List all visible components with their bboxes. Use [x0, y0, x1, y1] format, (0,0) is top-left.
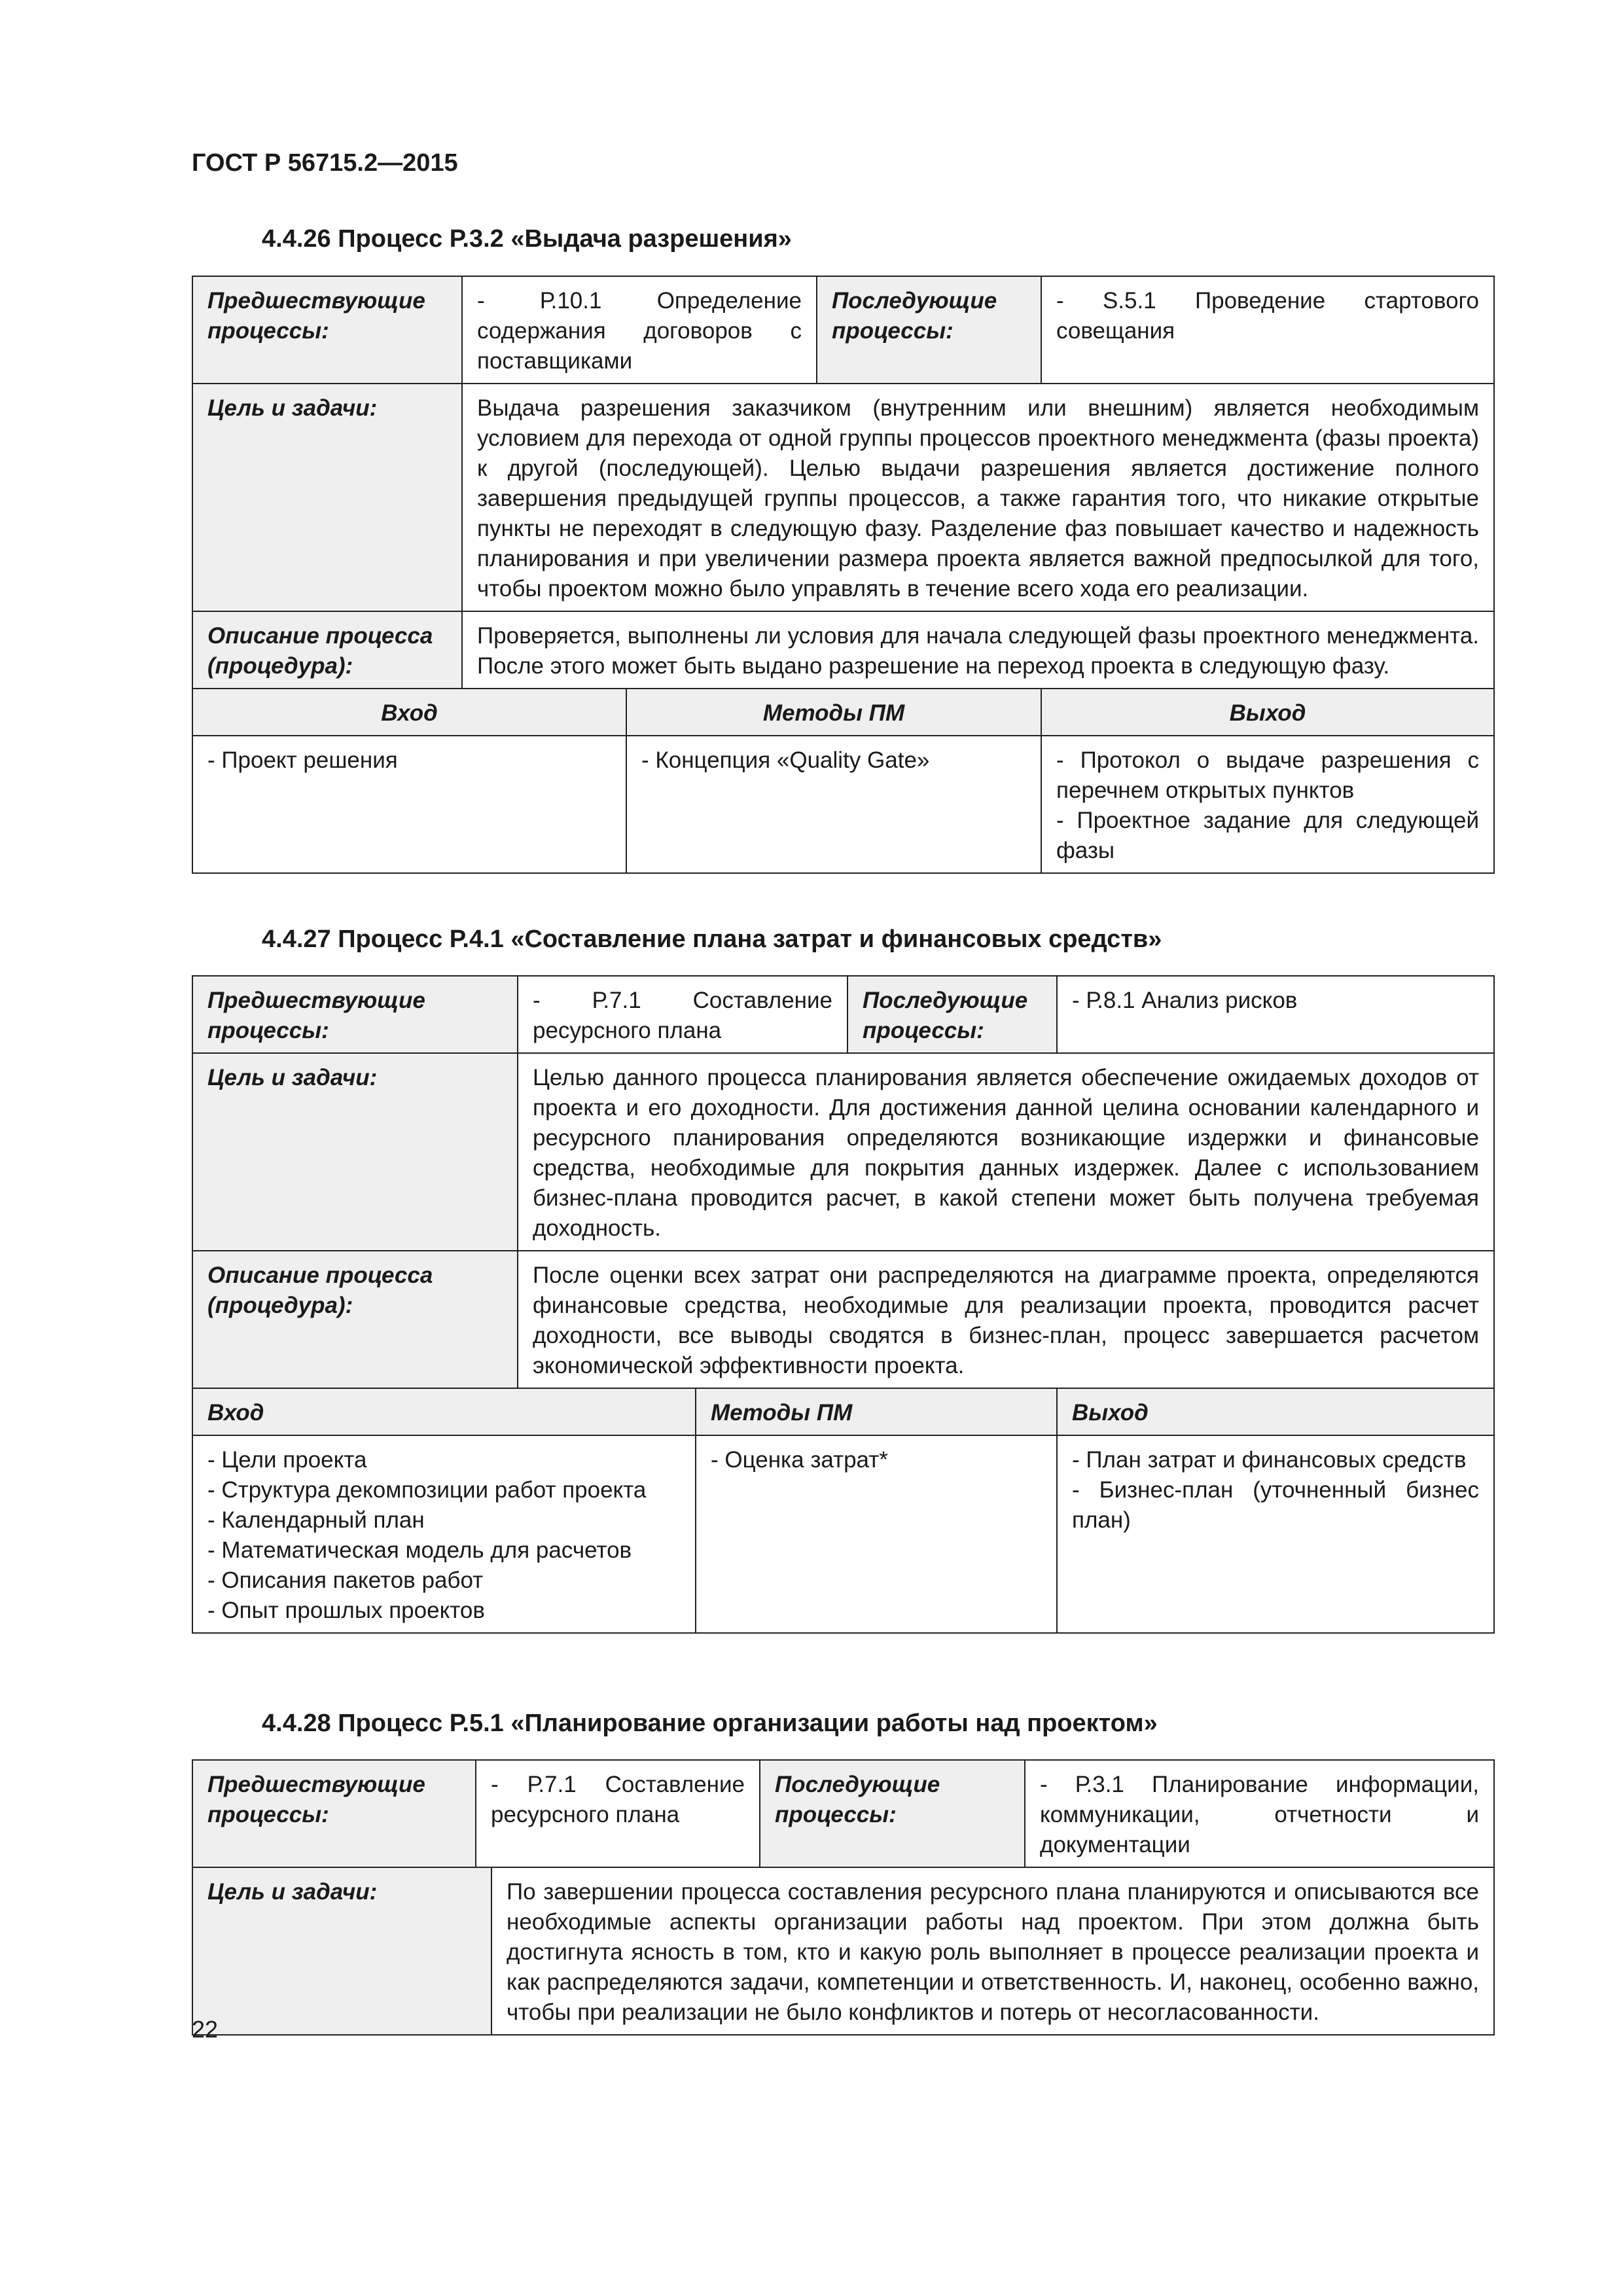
input-cell: [192, 736, 626, 873]
goal-label: Цель и задачи:: [192, 1867, 491, 2035]
predecessors-label: Предшествующие процессы:: [192, 276, 462, 384]
input-item: - Календарный план: [207, 1507, 425, 1533]
process-table-4-4-28: [192, 1759, 1495, 2036]
goal-value: Выдача разрешения заказчиком (внутренним или внешним) является необходимым условием для перехода от одной группы процессов проектного менеджмента (фазы проекта) к другой (последующей). Целью выдачи разрешения является достижение полного завершения предыдущей группы процессов, а также гарантия того, что никакие открытые пункты не переходят в следующую фазу. Разделение фаз повышает качество и надежность планирования и при увеличении размера проекта является важной предпосылкой для того, чтобы проектом можно было управлять в течение всего хода его реализации.: [462, 384, 1494, 611]
predecessors-label: Предшествующие процессы:: [192, 1760, 476, 1867]
table-row: [192, 1251, 1494, 1388]
page-number: 22: [192, 2016, 219, 2043]
description-value: После оценки всех затрат они распределяются на диаграмме проекта, определяются финансовые средства, необходимые для реализации проекта, проводится расчет доходности, все выводы сводятся в бизнес-план, процесс завершается расчетом экономической эффективности проекта.: [518, 1251, 1494, 1388]
output-cell: [1057, 1435, 1494, 1633]
predecessors-value: - Р.10.1 Определение содержания договоров с поставщиками: [462, 276, 817, 384]
table-row: [192, 1388, 1494, 1435]
predecessors-value: - Р.7.1 Составление ресурсного плана: [518, 976, 847, 1053]
successors-label: Последующие процессы:: [847, 976, 1057, 1053]
description-label: Описание процесса (процедура):: [192, 1251, 518, 1388]
table-row: [192, 1435, 1494, 1633]
methods-cell: [696, 1435, 1057, 1633]
input-item: - Структура декомпозиции работ проекта: [207, 1477, 647, 1503]
goal-value: Целью данного процесса планирования является обеспечение ожидаемых доходов от проекта и его доходности. Для достижения данной целина основании календарного и ресурсного планирования определяются возникающие издержки и финансовые средства, необходимые для покрытия данных издержек. Далее с использованием бизнес-плана проводится расчет, в какой степени может быть получена требуемая доходность.: [518, 1053, 1494, 1251]
output-header: Выход: [1041, 689, 1494, 736]
output-item: - Бизнес-план (уточненный бизнес план): [1072, 1477, 1480, 1533]
description-label: Описание процесса (процедура):: [192, 611, 462, 689]
input-header: Вход: [192, 1388, 696, 1435]
process-table-4-4-27: [192, 975, 1495, 1634]
description-value: Проверяется, выполнены ли условия для начала следующей фазы проектного менеджмента. После этого может быть выдано разрешение на переход проекта в следующую фазу.: [462, 611, 1494, 689]
input-cell: [192, 1435, 696, 1633]
methods-header: Методы ПМ: [696, 1388, 1057, 1435]
input-item: - Проект решения: [207, 747, 398, 773]
successors-value: - Р.8.1 Анализ рисков: [1057, 976, 1494, 1053]
goal-label: Цель и задачи:: [192, 384, 462, 611]
table-row: [192, 976, 1494, 1053]
output-item: - Протокол о выдаче разрешения с перечнем открытых пунктов: [1056, 747, 1480, 803]
predecessors-value: - Р.7.1 Составление ресурсного плана: [476, 1760, 760, 1867]
input-item: - Описания пакетов работ: [207, 1568, 484, 1593]
successors-label: Последующие процессы:: [817, 276, 1041, 384]
input-item: - Цели проекта: [207, 1447, 367, 1473]
table-row: [192, 611, 1494, 689]
table-row: [192, 384, 1494, 611]
table-row: [192, 276, 1494, 384]
table-row: [192, 1760, 1494, 1867]
successors-value: - Р.3.1 Планирование информации, коммуникации, отчетности и документации: [1025, 1760, 1494, 1867]
section-heading-4-4-28: 4.4.28 Процесс Р.5.1 «Планирование организации работы над проектом»: [262, 1710, 1158, 1737]
output-item: - Проектное задание для следующей фазы: [1056, 808, 1480, 863]
successors-value: - S.5.1 Проведение стартового совещания: [1041, 276, 1494, 384]
section-heading-4-4-27: 4.4.27 Процесс Р.4.1 «Составление плана затрат и финансовых средств»: [262, 925, 1162, 953]
output-item: - План затрат и финансовых средств: [1072, 1447, 1467, 1473]
method-item: - Оценка затрат*: [711, 1447, 888, 1473]
input-header: Вход: [192, 689, 626, 736]
table-row: [192, 689, 1494, 736]
output-header: Выход: [1057, 1388, 1494, 1435]
table-row: [192, 1053, 1494, 1251]
method-item: - Концепция «Quality Gate»: [641, 747, 930, 773]
document-code: ГОСТ Р 56715.2—2015: [192, 149, 458, 177]
goal-label: Цель и задачи:: [192, 1053, 518, 1251]
section-heading-4-4-26: 4.4.26 Процесс Р.3.2 «Выдача разрешения»: [262, 225, 792, 253]
successors-label: Последующие процессы:: [760, 1760, 1025, 1867]
predecessors-label: Предшествующие процессы:: [192, 976, 518, 1053]
table-row: [192, 1867, 1494, 2035]
methods-header: Методы ПМ: [626, 689, 1041, 736]
input-item: - Опыт прошлых проектов: [207, 1598, 485, 1623]
process-table-4-4-26: [192, 276, 1495, 874]
table-row: [192, 736, 1494, 873]
input-item: - Математическая модель для расчетов: [207, 1537, 632, 1563]
goal-value: По завершении процесса составления ресурсного плана планируются и описываются все необходимые аспекты организации работы над проектом. При этом должна быть достигнута ясность в том, кто и какую роль выполняет в процессе реализации проекта и как распределяются задачи, компетенции и ответственность. И, наконец, особенно важно, чтобы при реализации не было конфликтов и потерь от несогласованности.: [491, 1867, 1494, 2035]
methods-cell: [626, 736, 1041, 873]
output-cell: [1041, 736, 1494, 873]
